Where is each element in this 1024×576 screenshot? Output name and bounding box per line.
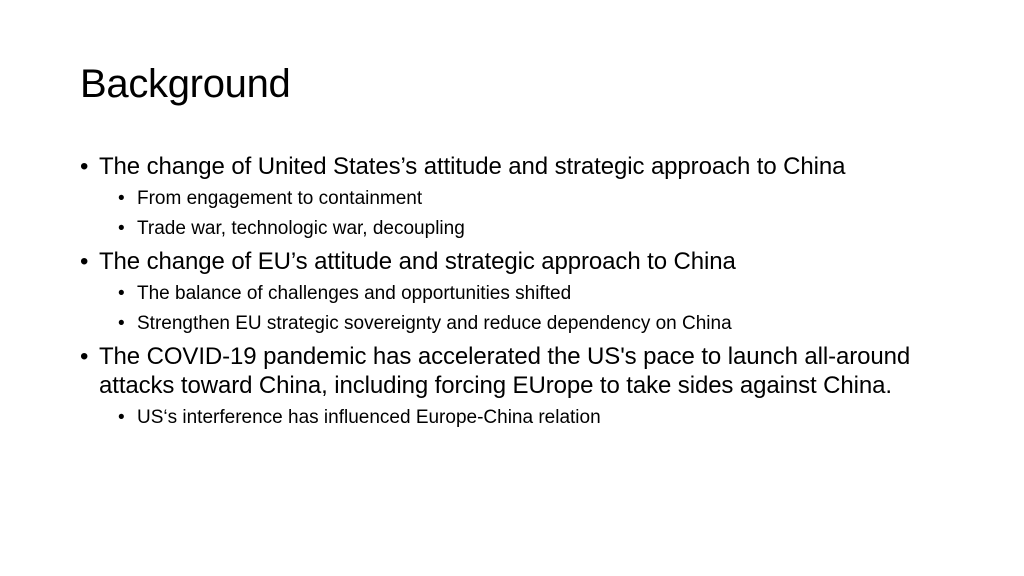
sub-bullet-item-1-2: [80, 217, 960, 241]
bullet-item-3-text: The COVID-19 pandemic has accelerated the US's pace to launch all-around attacks toward China, including forcing EUrope to take sides against China.: [99, 343, 911, 399]
bullet-item-2-text: The change of EU’s attitude and strategic approach to China: [99, 248, 736, 275]
bullet-icon: •: [118, 218, 125, 239]
bullet-icon: •: [118, 283, 125, 304]
sub-bullet-item-3-1: [80, 406, 960, 430]
bullet-icon: •: [80, 153, 89, 180]
bullet-icon: •: [118, 313, 125, 334]
sub-bullet-item-2-1-text: The balance of challenges and opportunities shifted: [137, 283, 572, 304]
bullet-item-2: [80, 247, 960, 276]
bullet-item-1-text: The change of United States’s attitude and strategic approach to China: [99, 153, 846, 180]
bullet-item-1: [80, 152, 960, 181]
bullet-icon: •: [80, 343, 89, 370]
bullet-icon: •: [118, 188, 125, 209]
sub-bullet-item-1-2-text: Trade war, technologic war, decoupling: [137, 218, 465, 239]
sub-bullet-item-2-2-text: Strengthen EU strategic sovereignty and reduce dependency on China: [137, 313, 732, 334]
bullet-item-3: [80, 342, 960, 400]
sub-bullet-item-1-1-text: From engagement to containment: [137, 188, 423, 209]
bullet-icon: •: [80, 248, 89, 275]
sub-bullet-item-2-2: [80, 312, 960, 336]
sub-bullet-item-3-1-text: US‘s interference has influenced Europe-China relation: [137, 407, 601, 428]
sub-bullet-item-1-1: [80, 187, 960, 211]
slide-title: Background: [80, 62, 291, 106]
sub-bullet-item-2-1: [80, 282, 960, 306]
bullet-icon: •: [118, 407, 125, 428]
bullet-list: [80, 152, 960, 430]
